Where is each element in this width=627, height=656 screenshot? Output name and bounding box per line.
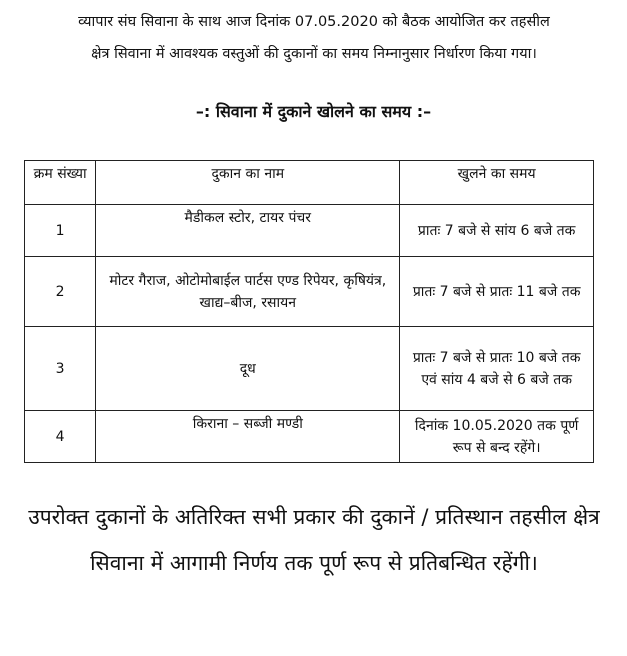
intro-paragraph bbox=[18, 6, 610, 70]
section-heading: –: सिवाना में दुकाने खोलने का समय :– bbox=[195, 102, 432, 121]
serial-number-cell: 4 bbox=[25, 411, 96, 463]
table-row bbox=[25, 257, 594, 327]
intro-line-2: क्षेत्र सिवाना में आवश्यक वस्तुओं की दुकानों का समय निम्नानुसार निर्धारण किया गया। bbox=[91, 46, 537, 62]
shop-name-cell: दूध bbox=[96, 327, 400, 411]
shop-timings-table bbox=[24, 160, 594, 463]
shop-name-cell: मैडीकल स्टोर, टायर पंचर bbox=[96, 205, 400, 257]
serial-number-cell: 1 bbox=[25, 205, 96, 257]
closure-notice: उपरोक्त दुकानों के अतिरिक्त सभी प्रकार की दुकानें / प्रतिस्थान तहसील क्षेत्र सिवाना में आगामी निर्णय तक पूर्ण रूप से प्रतिबन्धित रहेंगी। bbox=[28, 505, 600, 575]
table-row bbox=[25, 327, 594, 411]
table-row bbox=[25, 205, 594, 257]
serial-number-cell: 3 bbox=[25, 327, 96, 411]
header-serial-number: क्रम संख्या bbox=[25, 161, 96, 205]
intro-line-1: व्यापार संघ सिवाना के साथ आज दिनांक 07.05.2020 को बैठक आयोजित कर तहसील bbox=[78, 14, 550, 30]
shop-name-cell: मोटर गैराज, ओटोमोबाईल पार्टस एण्ड रिपेयर, कृषियंत्र, खाद्य–बीज, रसायन bbox=[96, 257, 400, 327]
opening-time-cell: प्रातः 7 बजे से प्रातः 10 बजे तक एवं सांय 4 बजे से 6 बजे तक bbox=[400, 327, 594, 411]
serial-number-cell: 2 bbox=[25, 257, 96, 327]
opening-time-cell: प्रातः 7 बजे से सांय 6 बजे तक bbox=[400, 205, 594, 257]
opening-time-cell: दिनांक 10.05.2020 तक पूर्ण रूप से बन्द रहेंगे। bbox=[400, 411, 594, 463]
table-header-row bbox=[25, 161, 594, 205]
opening-time-cell: प्रातः 7 बजे से प्रातः 11 बजे तक bbox=[400, 257, 594, 327]
header-opening-time: खुलने का समय bbox=[400, 161, 594, 205]
header-shop-name: दुकान का नाम bbox=[96, 161, 400, 205]
table-row bbox=[25, 411, 594, 463]
shop-name-cell: किराना – सब्जी मण्डी bbox=[96, 411, 400, 463]
